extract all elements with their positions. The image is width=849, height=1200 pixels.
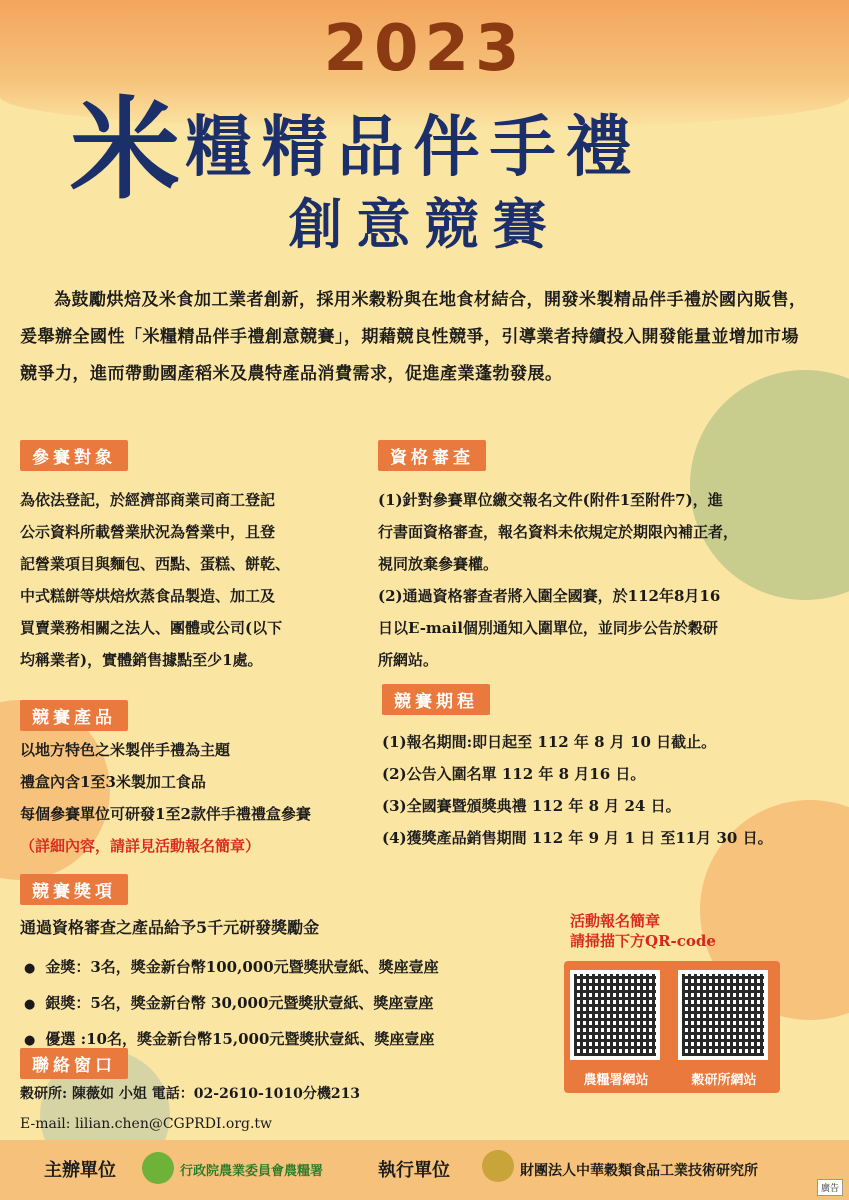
review-text	[378, 484, 838, 676]
cgprdi-logo-icon	[482, 1150, 514, 1182]
review-line: 視同放棄參賽權。	[378, 555, 499, 573]
products-note: （詳細內容，請詳見活動報名簡章）	[20, 837, 261, 855]
products-text	[20, 734, 380, 862]
qr-left-label: 農糧署網站	[583, 1073, 649, 1088]
eligibility-line: 為依法登記，於經濟部商業司商工登記	[20, 491, 276, 509]
qr-title-line1: 活動報名簡章	[570, 912, 661, 930]
awards-label: 競賽獎項	[20, 874, 128, 905]
review-line: (1)針對參賽單位繳交報名文件(附件1至附件7)，進	[378, 491, 723, 509]
eligibility-line: 公示資料所載營業狀況為營業中，且登	[20, 523, 276, 541]
award-item: ● 銀獎：5名，獎金新台幣 30,000元暨獎狀壹紙、獎座壹座	[24, 986, 544, 1022]
page-subtitle: 創意競賽	[288, 193, 561, 256]
award-item: ● 優選 :10名，獎金新台幣15,000元暨獎狀壹紙、獎座壹座	[24, 1022, 544, 1058]
products-line: 每個參賽單位可研發1至2款伴手禮禮盒參賽	[20, 805, 311, 823]
review-line: (2)通過資格審查者將入圍全國賽，於112年8月16	[378, 587, 721, 605]
executor-label: 執行單位	[378, 1160, 450, 1181]
eligibility-line: 中式糕餅等烘焙炊蒸食品製造、加工及	[20, 587, 276, 605]
awards-list	[24, 950, 544, 1058]
qr-code-icon[interactable]	[678, 970, 768, 1060]
qr-title	[570, 911, 790, 951]
review-line: 行書面資格審查，報名資料未依規定於期限內補正者，	[378, 523, 739, 541]
executor-name: 財團法人中華穀類食品工業技術研究所	[520, 1163, 758, 1179]
intro-paragraph: 為鼓勵烘焙及米食加工業者創新，採用米穀粉與在地食材結合，開發米製精品伴手禮於國內販售，爰舉辦全國性「米糧精品伴手禮創意競賽」，期藉競良性競爭，引導業者持續投入開發能量並增加市場競爭力，進而帶動國產稻米及農特產品消費需求，促進產業蓬勃發展。	[20, 290, 807, 384]
qr-right-label: 穀研所網站	[691, 1073, 757, 1088]
eligibility-line: 均稱業者)，實體銷售據點至少1處。	[20, 651, 263, 669]
awards-headline: 通過資格審查之產品給予5千元研發獎勵金	[20, 918, 320, 937]
organizer-label: 主辦單位	[44, 1160, 116, 1181]
contact-email[interactable]: E-mail: lilian.chen@CGPRDI.org.tw	[20, 1116, 273, 1132]
coa-logo-icon	[142, 1152, 174, 1184]
contact-phone: 穀研所: 陳薇如 小姐 電話：02-2610-1010分機213	[20, 1086, 361, 1102]
eligibility-label: 參賽對象	[20, 440, 128, 471]
schedule-line: (3)全國賽暨頒獎典禮 112 年 8 月 24 日。	[382, 797, 681, 815]
qr-panel	[564, 961, 780, 1093]
schedule-line: (2)公告入圍名單 112 年 8 月16 日。	[382, 765, 646, 783]
footer	[0, 1140, 849, 1200]
review-label: 資格審查	[378, 440, 486, 471]
schedule-text	[382, 726, 842, 854]
qr-code-icon[interactable]	[570, 970, 660, 1060]
schedule-line: (4)獲獎產品銷售期間 112 年 9 月 1 日 至11月 30 日。	[382, 829, 773, 847]
products-line: 以地方特色之米製伴手禮為主題	[20, 741, 231, 759]
review-line: 所網站。	[378, 651, 439, 669]
eligibility-line: 買賣業務相關之法人、團體或公司(以下	[20, 619, 283, 637]
award-item: ● 金獎：3名，獎金新台幣100,000元暨獎狀壹紙、獎座壹座	[24, 950, 544, 986]
products-label: 競賽產品	[20, 700, 128, 731]
eligibility-text	[20, 484, 360, 676]
schedule-label: 競賽期程	[382, 684, 490, 715]
organizer-name: 行政院農業委員會農糧署	[180, 1164, 324, 1179]
products-line: 禮盒內含1至3米製加工食品	[20, 773, 206, 791]
ad-badge: 廣告	[817, 1179, 843, 1196]
eligibility-line: 記營業項目與麵包、西點、蛋糕、餅乾、	[20, 555, 291, 573]
qr-title-line2: 請掃描下方QR-code	[570, 932, 716, 950]
schedule-line: (1)報名期間:即日起至 112 年 8 月 10 日截止。	[382, 733, 717, 751]
contact-label: 聯絡窗口	[20, 1048, 128, 1079]
title-first-char: 米	[70, 86, 180, 214]
year-heading: 2023	[323, 12, 526, 86]
review-line: 日以E-mail個別通知入圍單位，並同步公告於穀研	[378, 619, 718, 637]
title-rest: 糧精品伴手禮	[185, 108, 642, 186]
